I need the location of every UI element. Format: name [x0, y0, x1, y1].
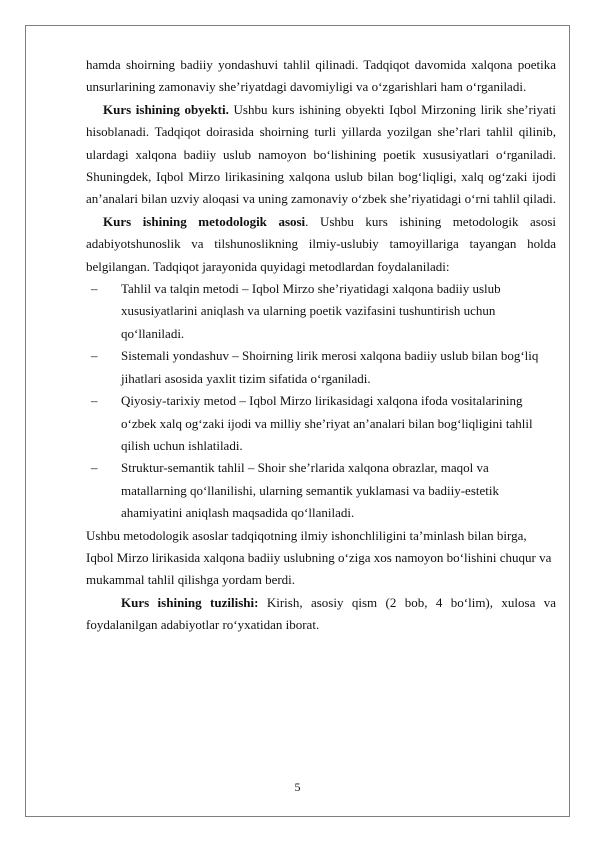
methodology-text: . Ushbu kurs ishining metodologik asosi adabiyotshunoslik va tilshunoslikning ilmiy-uslubiy tamoyillariga tayangan holda belgilangan. Tadqiqot jarayonida quyidagi metodlardan foydalaniladi:: [86, 213, 556, 274]
structure-paragraph: [86, 592, 556, 637]
structure-heading: Kurs ishining tuzilishi:: [121, 594, 259, 610]
methodology-heading: Kurs ishining metodologik asosi: [103, 213, 306, 229]
object-text: Ushbu kurs ishining obyekti Iqbol Mirzoning lirik she’riyati hisoblanadi. Tadqiqot doirasida shoirning turli yillarda yozilgan she’rlari tahlil qilinib, ulardagi xalqona badiiy uslub namoyon bo‘lishining poetik xususiyatlari o‘rganiladi. Shuningdek, Iqbol Mirzo lirikasining xalqona uslub bilan bog‘liqligi, xalq og‘zaki ijodi an’analari bilan uzviy aloqasi va uning zamonaviy o‘zbek she’riyatidagi o‘rni tahlil qiladi.: [86, 101, 557, 207]
structure-text: Kirish, asosiy qism (2 bob, 4 bo‘lim), xulosa va foydalanilgan adabiyotlar ro‘yxatidan iborat.: [86, 594, 556, 633]
list-item-text: Tahlil va talqin metodi – Iqbol Mirzo she’riyatidagi xalqona badiiy uslub xususiyatlarini aniqlash va ularning poetik vazifasini tushuntirish uchun qo‘llaniladi.: [121, 281, 501, 341]
dash-bullet-icon: –: [91, 393, 98, 409]
dash-bullet-icon: –: [91, 281, 98, 297]
list-item-text: Sistemali yondashuv – Shoirning lirik merosi xalqona badiiy uslub bilan bog‘liq jihatlari asosida yaxlit tizim sifatida o‘rganiladi.: [121, 348, 539, 386]
list-item-text: Qiyosiy-tarixiy metod – Iqbol Mirzo lirikasidagi xalqona ifoda vositalarining o‘zbek xalq og‘zaki ijodi va milliy she’riyat an’analari bilan bog‘liqligini tahlil qilish uchun ishlatiladi.: [121, 393, 533, 453]
object-paragraph: [86, 99, 556, 211]
summary-paragraph: Ushbu metodologik asoslar tadqiqotning ilmiy ishonchliligini ta’minlash bilan birga, Iqbol Mirzo lirikasida xalqona badiiy uslubning o‘ziga xos namoyon bo‘lishini chuqur va mukammal tahlil qilishga yordam berdi.: [86, 527, 552, 588]
list-item: [86, 278, 556, 345]
methods-list: [86, 278, 556, 524]
list-item: [86, 457, 556, 524]
dash-bullet-icon: –: [91, 348, 98, 364]
document-body: [86, 54, 556, 637]
list-item: [86, 390, 556, 457]
list-item: [86, 345, 556, 390]
intro-paragraph: hamda shoirning badiiy yondashuvi tahlil qilinadi. Tadqiqot davomida xalqona poetika unsurlarining zamonaviy she’riyatdagi davomiyligi va o‘zgarishlari ham o‘rganiladi.: [86, 57, 556, 95]
page-number: 5: [294, 780, 301, 794]
object-heading: Kurs ishining obyekti.: [103, 101, 229, 117]
list-item-text: Struktur-semantik tahlil – Shoir she’rlarida xalqona obrazlar, maqol va matallarning qo‘llanilishi, ularning semantik yuklamasi va badiiy-estetik ahamiyatini aniqlash maqsadida qo‘llaniladi.: [121, 460, 499, 521]
methodology-paragraph: [86, 211, 556, 278]
dash-bullet-icon: –: [91, 460, 98, 476]
